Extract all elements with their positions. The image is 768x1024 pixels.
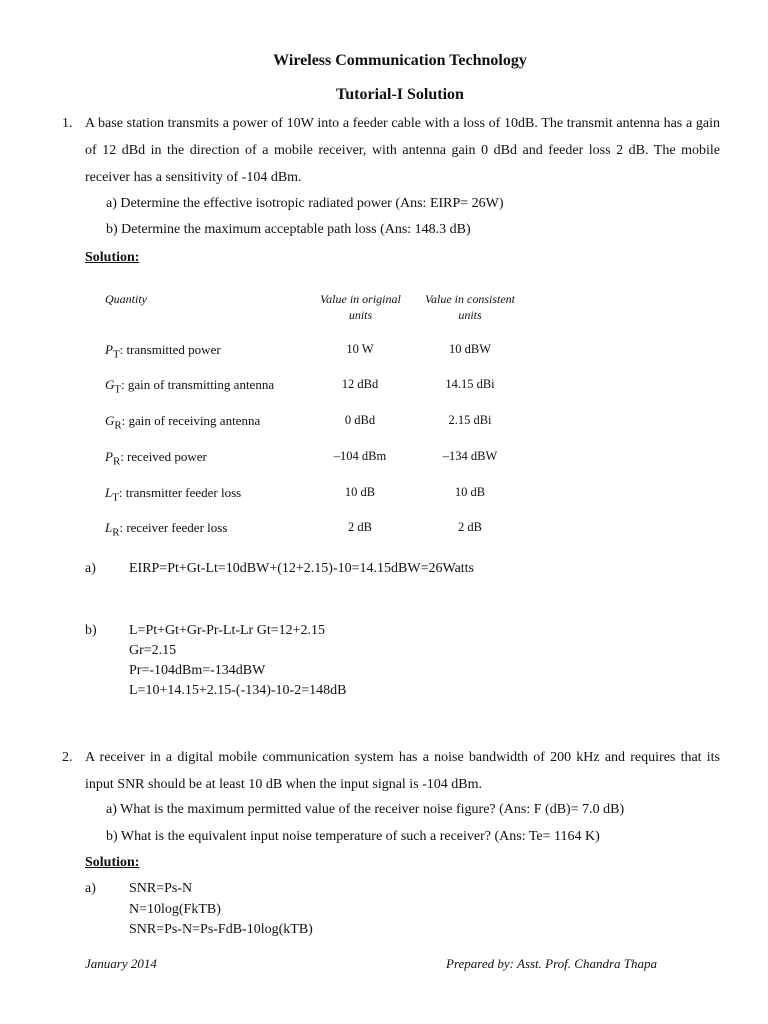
table-row-quantity: $P_T$: transmitted power bbox=[105, 342, 221, 361]
table-cell-consistent: 2.15 dBi bbox=[448, 413, 492, 427]
table-row-quantity: $G_R$: gain of receiving antenna bbox=[105, 413, 261, 432]
question-1-text: A base station transmits a power of 10W into a feeder cable with a loss of 10dB. The transmit antenna has a gain of 12 dBd in the direction of a mobile receiver, with antenna gain 0 dBd and feeder loss 2 dB. The mobile receiver has a sensitivity of -104 dBm. bbox=[85, 116, 720, 185]
question-1-part-a: a) Determine the effective isotropic radiated power (Ans: EIRP= 26W) bbox=[106, 196, 504, 211]
table-cell-consistent: –134 dBW bbox=[442, 449, 498, 463]
table-cell-consistent: 14.15 dBi bbox=[445, 377, 495, 391]
footer-author: Prepared by: Asst. Prof. Chandra Thapa bbox=[446, 956, 658, 971]
table-header-quantity: Quantity bbox=[105, 292, 147, 306]
solution-heading-2: Solution: bbox=[85, 855, 140, 870]
table-cell-original: 2 dB bbox=[348, 520, 372, 534]
document-title: Wireless Communication Technology bbox=[273, 52, 527, 69]
table-header-consistent-units: Value in consistent units bbox=[425, 292, 515, 322]
table-row-quantity: $P_R$: received power bbox=[105, 449, 207, 468]
answer-1b-line: L=10+14.15+2.15-(-134)-10-2=148dB bbox=[129, 683, 347, 698]
question-2-number: 2. bbox=[62, 750, 73, 765]
table-cell-consistent: 10 dB bbox=[454, 485, 486, 499]
table-cell-original: 12 dBd bbox=[341, 377, 379, 391]
question-1-number: 1. bbox=[62, 116, 73, 131]
question-2-text: A receiver in a digital mobile communication system has a noise bandwidth of 200 kHz and requires that its input SNR should be at least 10 dB when the input signal is -104 dBm. bbox=[85, 750, 720, 792]
question-2-part-a: a) What is the maximum permitted value of the receiver noise figure? (Ans: F (dB)= 7.0 dB) bbox=[106, 802, 625, 817]
answer-1a-text: EIRP=Pt+Gt-Lt=10dBW+(12+2.15)-10=14.15dBW=26Watts bbox=[129, 561, 475, 576]
table-row-quantity: $G_T$: gain of transmitting antenna bbox=[105, 377, 275, 396]
question-2-part-b: b) What is the equivalent input noise temperature of such a receiver? (Ans: Te= 1164 K) bbox=[106, 829, 600, 844]
table-cell-original: 10 dB bbox=[344, 485, 376, 499]
table-cell-original: 10 W bbox=[346, 342, 374, 356]
answer-1b-label: b) bbox=[85, 623, 97, 638]
answer-1a-label: a) bbox=[85, 561, 96, 576]
table-cell-consistent: 2 dB bbox=[458, 520, 482, 534]
table-row-quantity: $L_R$: receiver feeder loss bbox=[105, 520, 228, 539]
question-1-part-b: b) Determine the maximum acceptable path loss (Ans: 148.3 dB) bbox=[106, 222, 471, 237]
answer-1b-line: L=Pt+Gt+Gr-Pr-Lt-Lr Gt=12+2.15 bbox=[129, 623, 326, 638]
footer-date: January 2014 bbox=[85, 956, 157, 971]
solution-heading-1: Solution: bbox=[85, 250, 140, 265]
document-subtitle: Tutorial-I Solution bbox=[336, 86, 464, 103]
table-cell-original: 0 dBd bbox=[344, 413, 376, 427]
answer-1b-line: Gr=2.15 bbox=[129, 643, 177, 658]
table-cell-original: –104 dBm bbox=[333, 449, 387, 463]
answer-2a-line: N=10log(FkTB) bbox=[129, 902, 221, 917]
table-row-quantity: $L_T$: transmitter feeder loss bbox=[105, 485, 242, 504]
table-header-original-units: Value in original units bbox=[320, 292, 401, 322]
answer-2a-label: a) bbox=[85, 881, 96, 896]
answer-2a-line: SNR=Ps-N bbox=[129, 881, 193, 896]
answer-1b-line: Pr=-104dBm=-134dBW bbox=[129, 663, 266, 678]
table-cell-consistent: 10 dBW bbox=[448, 342, 491, 356]
answer-2a-line: SNR=Ps-N=Ps-FdB-10log(kTB) bbox=[129, 922, 313, 937]
